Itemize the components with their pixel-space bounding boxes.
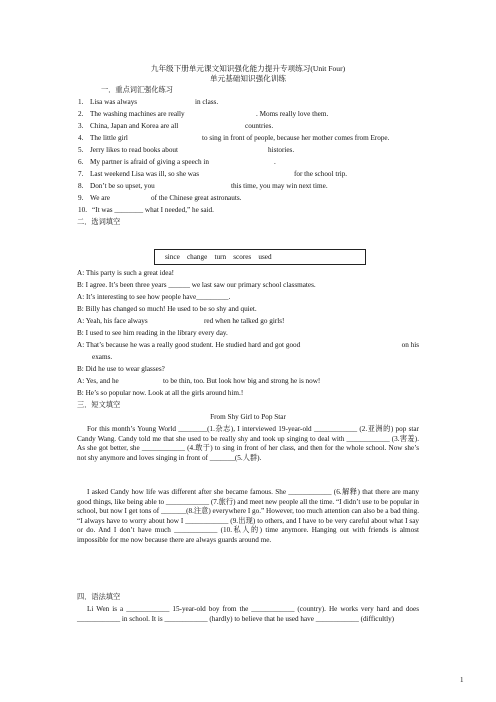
section-heading-1: 一．重点词汇强化练习	[101, 86, 173, 94]
dialogue-line-2: B: I agree. It’s been three years ______ we last saw our primary school classmates.	[77, 281, 316, 289]
question-1: 1. Lisa was always in class.	[78, 98, 219, 106]
passage-paragraph-1: For this month’s Young World ________(1.杂志), I interviewed 19-year-old ____________ (2.亚洲的) pop star Candy Wang. Candy told me that she used to be really shy and took up singing to deal with ____________ (3.害羞). As she got better, she ____________ (4.敢于) to sing in front of her class, and then for the whole school. Now she’s not shy anymore and loves singing in front of _______(5.人群).	[77, 425, 419, 462]
dialogue-line-5: A: Yeah, his face always red when he talked go girls!	[77, 317, 285, 325]
document-title: 九年级下册单元课文知识强化能力提升专项练习(Unit Four)	[150, 64, 346, 73]
dialogue-line-1: A: This party is such a great idea!	[77, 269, 175, 277]
dialogue-line-7-cont: exams.	[92, 353, 113, 361]
section-heading-3: 三．短文填空	[77, 401, 121, 409]
dialogue-line-8: B: Did he use to wear glasses?	[77, 365, 165, 373]
page-number: 1	[460, 676, 464, 684]
dialogue-line-4: B: Billy has changed so much! He used to be so shy and quiet.	[77, 305, 257, 313]
question-8: 8. Don’t be so upset, you this time, you may win next time.	[78, 182, 328, 190]
question-4: 4. The little girl to sing in front of people, because her mother comes from Erope.	[78, 134, 390, 142]
question-2: 2. The washing machines are really . Moms really love them.	[78, 110, 329, 118]
dialogue-line-9: A: Yes, and he to be thin, too. But look how big and strong he is now!	[77, 377, 321, 385]
word-bank: since change turn scores used	[165, 253, 272, 261]
question-10: 10. “It was ________ what I needed,” he said.	[78, 206, 214, 214]
dialogue-line-3: A: It’s interesting to see how people have_________.	[77, 293, 231, 301]
question-5: 5. Jerry likes to read books about histories.	[78, 146, 295, 154]
question-7: 7. Last weekend Lisa was ill, so she was for the school trip.	[78, 170, 348, 178]
question-3: 3. China, Japan and Korea are all countries.	[78, 122, 274, 130]
passage-title: From Shy Girl to Pop Star	[210, 413, 286, 421]
passage-paragraph-2: I asked Candy how life was different after she became famous. She ____________ (6.解释) that there are many good things, like being able to ____________ (7.旅行) and meet new people all the time. “I didn’t use to be popular in school, but now I get tons of _______(8.注意) everywhere I go.” However, too much attention can also be a bad thing. “I always have to worry about how I ____________ (9.出现) to others, and I have to be very careful about what I say or do. And I don’t have much ____________ (10.私人的) time anymore. Hanging out with friends is almost impossible for me now because there are always guards around me.	[77, 488, 419, 544]
dialogue-line-6: B: I used to see him reading in the library every day.	[77, 329, 228, 337]
document-subtitle: 单元基础知识强化训练	[210, 74, 286, 83]
grammar-paragraph: Li Wen is a ____________ 15-year-old boy from the ____________ (country). He works very hard and does ____________ in school. It is ____________ (hardly) to believe that he used have ____________ (difficultly)	[77, 605, 419, 623]
section-heading-2: 二．选词填空	[77, 218, 121, 226]
word-bank-box	[154, 249, 366, 265]
question-9: 9. We are of the Chinese great astronauts.	[78, 194, 242, 202]
question-6: 6. My partner is afraid of giving a speech in .	[78, 158, 276, 166]
dialogue-line-7: A: That’s because he was a really good student. He studied hard and got good on his	[77, 341, 419, 349]
section-heading-4: 四．语法填空	[77, 593, 121, 601]
dialogue-line-10: B: He’s so popular now. Look at all the girls around him.!	[77, 389, 244, 397]
